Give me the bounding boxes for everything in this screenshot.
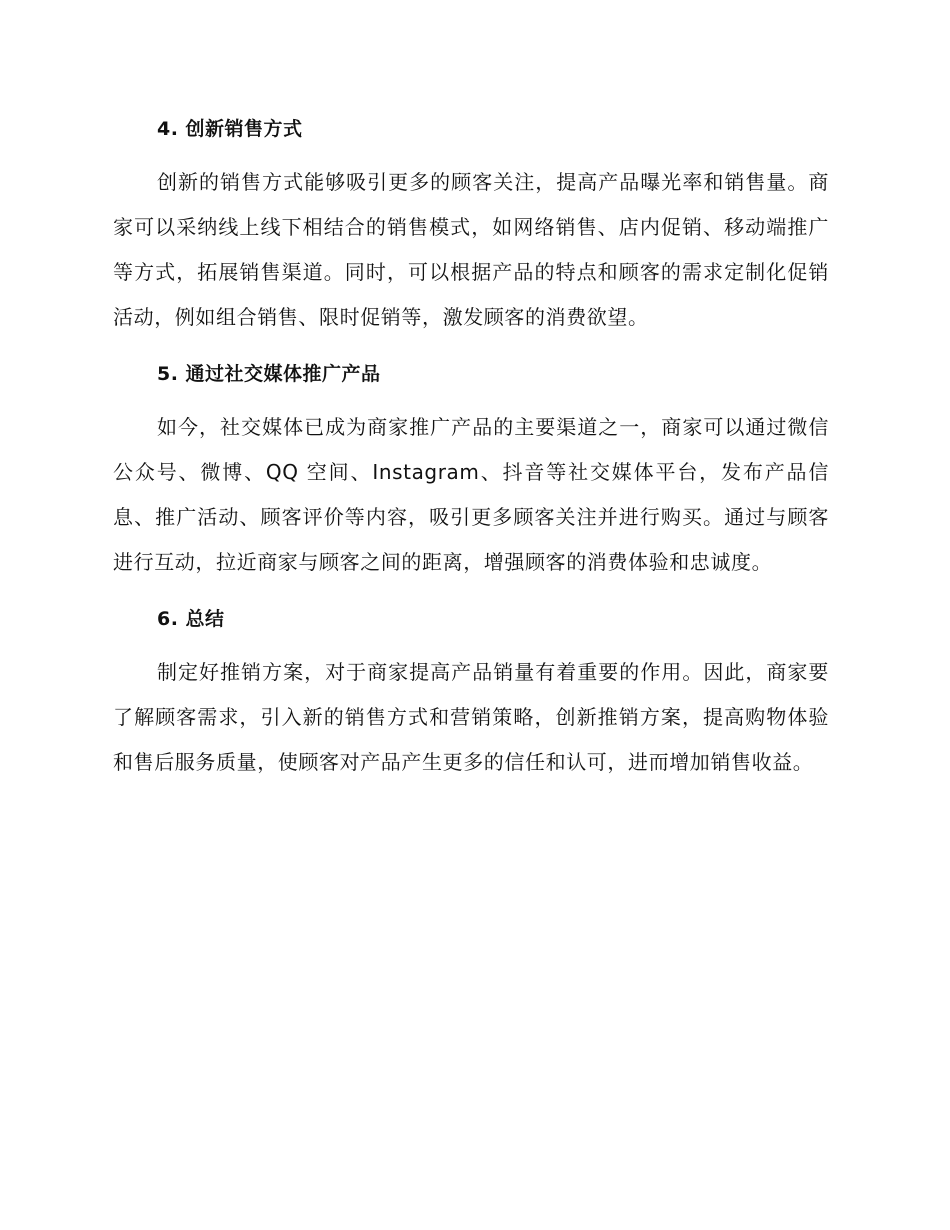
spacer: [113, 148, 829, 160]
section-heading-summary: 6. 总结: [157, 608, 225, 630]
spacer: [113, 638, 829, 650]
section-heading-innovative-sales: 4. 创新销售方式: [157, 118, 303, 140]
paragraph-innovative-sales: 创新的销售方式能够吸引更多的顾客关注，提高产品曝光率和销售量。商家可以采纳线上线下相结合的销售模式，如网络销售、店内促销、移动端推广等方式，拓展销售渠道。同时，可以根据产品的特点和顾客的需求定制化促销活动，例如组合销售、限时促销等，激发顾客的消费欲望。: [113, 170, 829, 329]
paragraph-social-media: 如今，社交媒体已成为商家推广产品的主要渠道之一，商家可以通过微信公众号、微博、QQ 空间、Instagram、抖音等社交媒体平台，发布产品信息、推广活动、顾客评价等内容，吸引更多顾客关注并进行购买。通过与顾客进行互动，拉近商家与顾客之间的距离，增强顾客的消费体验和忠诚度。: [113, 415, 829, 574]
section-heading-social-media: 5. 通过社交媒体推广产品: [157, 363, 381, 385]
document-page: [113, 110, 829, 785]
spacer: [113, 340, 829, 355]
spacer: [113, 393, 829, 405]
spacer: [113, 585, 829, 600]
paragraph-summary: 制定好推销方案，对于商家提高产品销量有着重要的作用。因此，商家要了解顾客需求，引入新的销售方式和营销策略，创新推销方案，提高购物体验和售后服务质量，使顾客对产品产生更多的信任和认可，进而增加销售收益。: [113, 660, 829, 774]
